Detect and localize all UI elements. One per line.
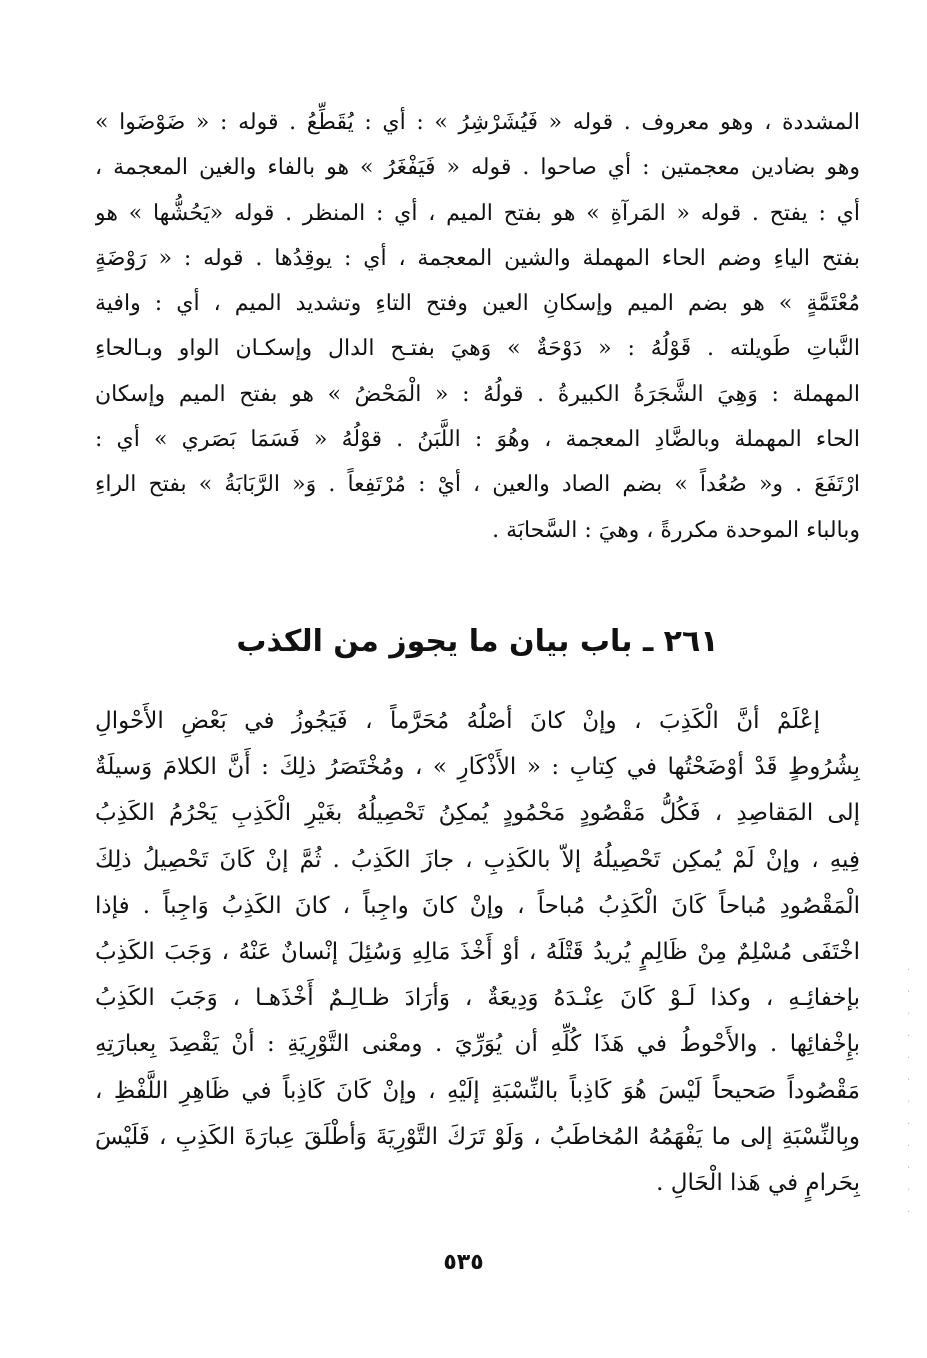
body-line: إعْلَمْ أنَّ الْكَذِبَ ، وإنْ كانَ أصْلُهُ مُحَرَّماً ، فَيَجُوزُ في بَعْضِ الأَحْوالِ [95,708,820,734]
body-line: مَقْصُوداً صَحيحاً لَيْسَ هُوَ كَاذِباً بالنِّسْبَةِ إلَيْهِ ، وإنْ كَانَ كَاذِباً في ظَاهِرِ اللَّفْظِ ، [95,1077,860,1104]
commentary-notes [95,100,860,553]
commentary-line: أي : يفتح . قوله « المَرآةِ » هو بفتح الميم ، أي : المنظر . قوله «يَحُشُّها » هو [95,200,860,226]
body-line: اخْتَفَى مُسْلِمٌ مِنْ ظَالِمٍ يُريدُ قَتْلَهُ ، أوْ أَخْذَ مَالِهِ وَسُئِلَ إنْسانٌ عَنْهُ ، وَجَبَ الكَذِبُ [95,938,860,965]
body-line: بِشُرُوطٍ قَدْ أوْضَحْتُها في كِتابِ : « الأَذْكَارِ » ، ومُخْتَصَرُ ذلِكَ : أَنَّ الكلامَ وَسيلَةٌ [95,754,860,781]
body-line: إلى المَقاصِدِ ، فَكُلُّ مَقْصُودٍ مَحْمُودٍ يُمكِنُ تَحْصِيلُهُ بغَيْرِ الْكَذِبِ يَحْرُمُ الكَذِبُ [95,800,860,827]
margin-artifact: · · · · · · · · · · · · [907,965,911,1218]
commentary-line: المهملة : وَهِيَ الشَّجَرَةُ الكبيرةُ . قولُهُ : « الْمَحْضُ » هو بفتح الميم وإسكان [95,381,860,407]
commentary-line: وهو بضادين معجمتين : أي صاحوا . قوله « فَيَفْغَرُ » هو بالفاء والغين المعجمة ، [95,155,860,181]
chapter-body [95,698,860,1206]
commentary-line: ارْتَفَعَ . و« صُعُداً » بضم الصاد والعين ، أيْ : مُرْتَفِعاً . وَ« الرَّبَابَةُ » بفتح الراءِ [95,472,860,498]
body-line: فِيهِ ، وإنْ لَمْ يُمكِن تَحْصِيلُهُ إلاّ بالكَذِبِ ، جازَ الكَذِبُ . ثُمَّ إنْ كَانَ تَحْصِيلُ ذلِكَ [95,846,860,873]
body-line: بإِخْفائِها . والأَحْوطُ في هَذَا كُلِّهِ أن يُوَرِّيَ . ومعْنى التَّوْرِيَةِ : أنْ يَقْصِدَ بِعبارَتِهِ [95,1031,860,1058]
chapter-heading: ٢٦١ ـ باب بيان ما يجوز من الكذب [236,624,719,659]
body-line: بِحَرامٍ في هَذا الْحَالِ . [656,1169,860,1196]
commentary-line: بفتح الياءِ وضم الحاء المهملة والشين المعجمة ، أي : يوقِدُها . قوله : « رَوْضَةٍ [95,245,860,271]
commentary-line: النَّباتِ طَويلته . قَوْلُهُ : « دَوْحَةٌ » وَهيَ بفتـح الدال وإسكـان الواو وبـالحاءِ [95,336,860,362]
body-line: بإخفائِـهِ ، وكذا لَـوْ كَانَ عِنْـدَهُ وَدِيعَةٌ ، وَأرَادَ ظـالِـمٌ أَخْذَهـا ، وَجَبَ الكَذِبُ [95,985,860,1012]
page-number: ٥٣٥ [443,1250,484,1275]
commentary-line: وبالباء الموحدة مكررةً ، وهيَ : السَّحابَة . [492,517,860,543]
body-line: وبِالنِّسْبَةِ إلى ما يَفْهَمُهُ المُخاطَبُ ، وَلَوْ تَرَكَ التَّوْرِيَةَ وَأطْلَقَ عِبارَةَ الكَذِبِ ، فَلَيْسَ [95,1123,860,1150]
commentary-line: الحاء المهملة وبالضَّادِ المعجمة ، وهُوَ : اللَّبَنُ . قوْلُهُ « فَسَمَا بَصَري » أي : [95,427,860,453]
commentary-line: المشددة ، وهو معروف . قوله « فَيُشَرْشِرُ » : أي : يُقَطِّعُ . قوله : « ضَوْضَوا » [95,110,860,135]
commentary-line: مُعْتَمَّةٍ » هو بضم الميم وإسكانِ العين وفتح التاءِ وتشديد الميم ، أي : وافية [95,291,860,317]
body-line: الْمَقْصُودِ مُباحاً كَانَ الْكَذِبُ مُباحاً ، وإنْ كانَ واجِباً ، كانَ الكَذِبُ وَاجِباً . فإذا [95,892,860,919]
